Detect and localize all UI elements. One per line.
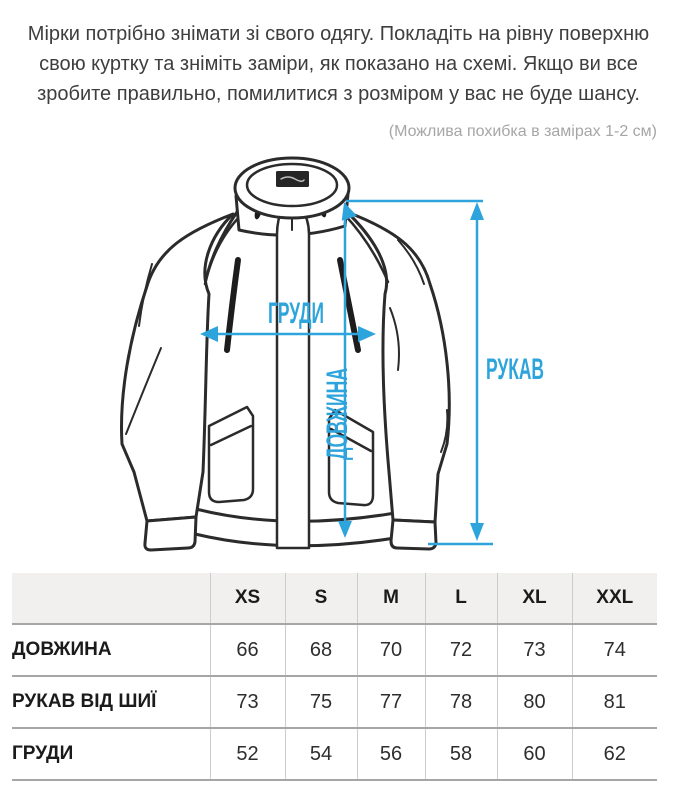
jacket-illustration bbox=[122, 158, 450, 550]
intro-text bbox=[0, 0, 677, 109]
size-table-corner-cell bbox=[12, 573, 210, 624]
chest-label: ГРУДИ bbox=[268, 297, 324, 330]
size-col-l: L bbox=[425, 573, 497, 624]
size-table-header-row bbox=[12, 573, 657, 624]
value-cell: 56 bbox=[357, 728, 425, 780]
intro-line: свою куртку та зніміть заміри, як показано на схемі. Якщо ви все bbox=[39, 53, 638, 75]
size-col-xl: XL bbox=[497, 573, 572, 624]
row-label: ГРУДИ bbox=[12, 743, 74, 764]
jacket-left-cuff bbox=[145, 517, 196, 550]
jacket-placket bbox=[277, 206, 309, 548]
size-col-s: S bbox=[285, 573, 357, 624]
sleeve-label: РУКАВ bbox=[486, 353, 544, 386]
value-cell: 74 bbox=[572, 624, 657, 676]
length-label: ДОВЖИНА bbox=[321, 302, 354, 460]
value-cell: 77 bbox=[357, 676, 425, 728]
value-cell: 81 bbox=[572, 676, 657, 728]
size-col-xxl: XXL bbox=[572, 573, 657, 624]
value-cell: 66 bbox=[210, 624, 285, 676]
size-col-m: M bbox=[357, 573, 425, 624]
row-label: ДОВЖИНА bbox=[12, 639, 112, 660]
value-cell: 70 bbox=[357, 624, 425, 676]
value-cell: 52 bbox=[210, 728, 285, 780]
value-cell: 80 bbox=[497, 676, 572, 728]
size-table bbox=[12, 573, 657, 781]
size-col-xs: XS bbox=[210, 573, 285, 624]
value-cell: 60 bbox=[497, 728, 572, 780]
table-row-chest bbox=[12, 728, 657, 780]
sleeve-arrow-top-head bbox=[470, 202, 484, 220]
value-cell: 72 bbox=[425, 624, 497, 676]
sleeve-arrow-bottom-head bbox=[470, 523, 484, 541]
jacket-diagram-svg bbox=[0, 142, 677, 572]
value-cell: 62 bbox=[572, 728, 657, 780]
value-cell: 68 bbox=[285, 624, 357, 676]
value-cell: 73 bbox=[210, 676, 285, 728]
value-cell: 75 bbox=[285, 676, 357, 728]
table-row-length bbox=[12, 624, 657, 676]
value-cell: 78 bbox=[425, 676, 497, 728]
value-cell: 58 bbox=[425, 728, 497, 780]
row-label: РУКАВ ВІД ШИЇ bbox=[12, 691, 157, 712]
jacket-measurement-diagram bbox=[0, 142, 677, 572]
value-cell: 73 bbox=[497, 624, 572, 676]
tolerance-note: (Можлива похибка в замірах 1-2 см) bbox=[388, 123, 657, 140]
intro-line: зробите правильно, помилитися з розміром у вас не буде шансу. bbox=[37, 83, 640, 105]
value-cell: 54 bbox=[285, 728, 357, 780]
table-row-sleeve bbox=[12, 676, 657, 728]
intro-line: Мірки потрібно знімати зі свого одягу. Покладіть на рівну поверхню bbox=[27, 23, 650, 45]
